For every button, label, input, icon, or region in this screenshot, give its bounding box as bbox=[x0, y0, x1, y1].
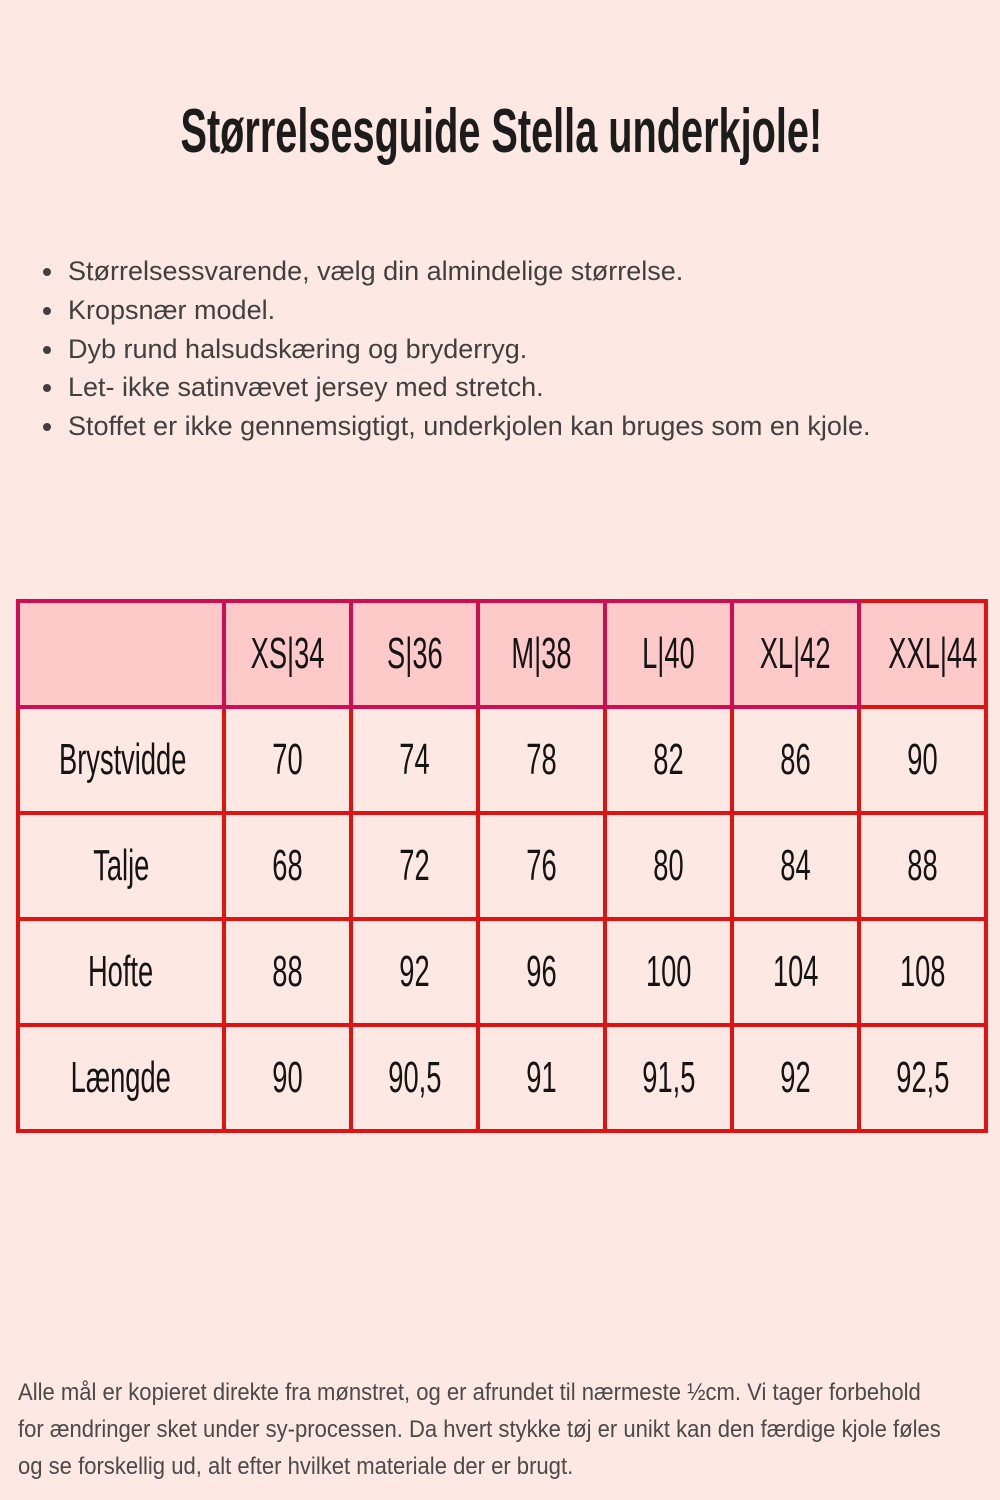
cell-value: 88 bbox=[272, 947, 303, 996]
table-cell bbox=[732, 707, 859, 813]
table-row bbox=[18, 919, 986, 1025]
cell-value: 84 bbox=[780, 841, 811, 890]
table-cell bbox=[351, 813, 478, 919]
disclaimer-line: for ændringer sket under sy-processen. Da hvert stykke tøj er unikt kan den færdige kjole føles bbox=[18, 1416, 941, 1443]
table-cell bbox=[478, 1025, 605, 1131]
table-cell bbox=[859, 707, 986, 813]
table-row bbox=[18, 813, 986, 919]
row-label-laengde bbox=[18, 1025, 224, 1131]
table-row bbox=[18, 1025, 986, 1131]
cell-value: 72 bbox=[399, 841, 430, 890]
cell-value: 91 bbox=[526, 1053, 557, 1102]
column-header-m bbox=[478, 601, 605, 707]
cell-value: 78 bbox=[526, 735, 557, 784]
column-header-label: M|38 bbox=[511, 629, 572, 678]
table-cell bbox=[224, 1025, 351, 1131]
cell-value: 68 bbox=[272, 841, 303, 890]
cell-value: 92,5 bbox=[895, 1053, 950, 1102]
cell-value: 80 bbox=[653, 841, 684, 890]
cell-value: 70 bbox=[272, 735, 303, 784]
cell-value: 88 bbox=[907, 841, 938, 890]
cell-value: 86 bbox=[780, 735, 811, 784]
list-item: • Kropsnær model. bbox=[66, 291, 980, 330]
table-cell bbox=[351, 1025, 478, 1131]
table-corner-cell bbox=[18, 601, 224, 707]
table-cell bbox=[605, 919, 732, 1025]
table-cell bbox=[859, 813, 986, 919]
cell-value: 82 bbox=[653, 735, 684, 784]
table-cell bbox=[351, 919, 478, 1025]
row-label-text: Talje bbox=[92, 841, 150, 890]
disclaimer-line: Alle mål er kopieret direkte fra mønstret, og er afrundet til nærmeste ½cm. Vi tager forbehold bbox=[18, 1379, 921, 1406]
row-label-text: Brystvidde bbox=[59, 735, 187, 784]
table-cell bbox=[224, 707, 351, 813]
column-header-label: S|36 bbox=[386, 629, 443, 678]
table-cell bbox=[605, 813, 732, 919]
row-label-brystvidde bbox=[18, 707, 224, 813]
cell-value: 76 bbox=[526, 841, 557, 890]
feature-list bbox=[40, 252, 980, 446]
table-cell bbox=[478, 919, 605, 1025]
list-item: • Størrelsessvarende, vælg din almindelige størrelse. bbox=[66, 252, 980, 291]
list-item: • Let- ikke satinvævet jersey med stretch. bbox=[66, 368, 980, 407]
cell-value: 92 bbox=[780, 1053, 811, 1102]
cell-value: 96 bbox=[526, 947, 557, 996]
size-table-container bbox=[16, 599, 984, 1133]
list-item: • Stoffet er ikke gennemsigtigt, underkjolen kan bruges som en kjole. bbox=[66, 407, 980, 446]
table-cell bbox=[859, 919, 986, 1025]
column-header-xxl bbox=[859, 601, 986, 707]
cell-value: 104 bbox=[772, 947, 819, 996]
table-header-row bbox=[18, 601, 986, 707]
cell-value: 90 bbox=[907, 735, 938, 784]
column-header-label: XS|34 bbox=[250, 629, 325, 678]
product-feature-list bbox=[40, 252, 980, 446]
cell-value: 108 bbox=[899, 947, 946, 996]
cell-value: 92 bbox=[399, 947, 430, 996]
size-table bbox=[16, 599, 988, 1133]
column-header-xs bbox=[224, 601, 351, 707]
column-header-label: XXL|44 bbox=[888, 629, 978, 678]
row-label-text: Længde bbox=[70, 1053, 172, 1102]
cell-value: 91,5 bbox=[641, 1053, 696, 1102]
list-item: • Dyb rund halsudskæring og bryderryg. bbox=[66, 330, 980, 369]
table-cell bbox=[732, 813, 859, 919]
page-title-text: Størrelsesguide Stella underkjole! bbox=[180, 97, 823, 166]
cell-value: 74 bbox=[399, 735, 430, 784]
table-cell bbox=[351, 707, 478, 813]
column-header-s bbox=[351, 601, 478, 707]
disclaimer-text bbox=[18, 1374, 1000, 1485]
table-cell bbox=[605, 707, 732, 813]
row-label-hofte bbox=[18, 919, 224, 1025]
column-header-l bbox=[605, 601, 732, 707]
table-cell bbox=[732, 1025, 859, 1131]
table-cell bbox=[732, 919, 859, 1025]
table-row bbox=[18, 707, 986, 813]
table-cell bbox=[859, 1025, 986, 1131]
row-label-talje bbox=[18, 813, 224, 919]
table-cell bbox=[224, 813, 351, 919]
table-cell bbox=[478, 707, 605, 813]
table-cell bbox=[478, 813, 605, 919]
cell-value: 90,5 bbox=[387, 1053, 442, 1102]
column-header-label: XL|42 bbox=[760, 629, 831, 678]
disclaimer-line: og se forskellig ud, alt efter hvilket materiale der er brugt. bbox=[18, 1453, 574, 1480]
cell-value: 90 bbox=[272, 1053, 303, 1102]
page-title bbox=[0, 96, 1000, 168]
cell-value: 100 bbox=[645, 947, 692, 996]
column-header-label: L|40 bbox=[642, 629, 695, 678]
row-label-text: Hofte bbox=[88, 947, 154, 996]
table-cell bbox=[224, 919, 351, 1025]
column-header-xl bbox=[732, 601, 859, 707]
table-cell bbox=[605, 1025, 732, 1131]
